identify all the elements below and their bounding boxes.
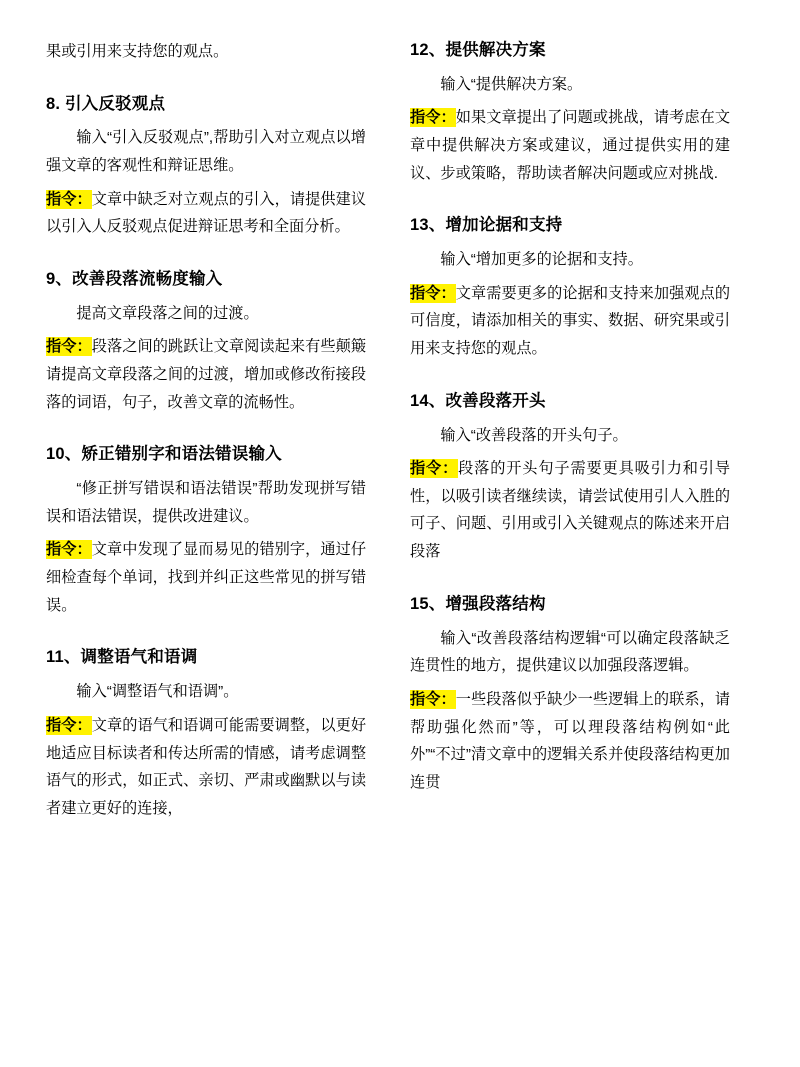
section-instruction-9 xyxy=(46,333,366,416)
instruction-text-15: 一些段落似乎缺少一些逻辑上的联系，请帮助强化然而”等，可以理段落结构例如“此外”“不过”清文章中的逻辑关系并使段落结构更加连贯 xyxy=(410,690,731,791)
section-intro-10: “修正拼写错误和语法错误”帮助发现拼写错误和语法错误，提供改进建议。 xyxy=(46,480,366,525)
section-instruction-10 xyxy=(46,536,366,619)
section-intro-15: 输入“改善段落结构逻辑“可以确定段落缺乏连贯性的地方，提供建议以加强段落逻辑。 xyxy=(410,629,730,675)
section-instruction-13 xyxy=(410,280,730,363)
instruction-label-13: 指令： xyxy=(410,284,456,302)
instruction-text-13: 文章需要更多的论据和支持来加强观点的可信度，请添加相关的事实、数据、研究果或引用来支持您的观点。 xyxy=(410,284,731,358)
section-heading-12: 12、提供解决方案 xyxy=(410,41,546,59)
section-intro-11: 输入“调整语气和语调”。 xyxy=(76,683,239,701)
section-heading-8: 8. 引入反驳观点 xyxy=(46,94,166,113)
instruction-text-10: 文章中发现了显而易见的错别字，通过仔细检查每个单词，找到并纠正这些常见的拼写错误。 xyxy=(46,541,367,614)
section-heading-15: 15、增强段落结构 xyxy=(410,594,546,613)
section-instruction-11 xyxy=(46,712,366,823)
section-heading-14: 14、改善段落开头 xyxy=(410,391,546,410)
instruction-text-9: 段落之间的跳跃让文章阅读起来有些颠簸请提高文章段落之间的过渡，增加或修改衔接段落的词语，句子，改善文章的流畅性。 xyxy=(46,338,367,411)
instruction-label-8: 指令： xyxy=(46,190,92,208)
two-column-layout xyxy=(46,38,754,1037)
left-column xyxy=(46,38,366,1037)
section-instruction-8 xyxy=(46,186,366,241)
instruction-text-11: 文章的语气和语调可能需要调整，以更好地适应目标读者和传达所需的情感，请考虑调整语气的形式，如正式、亲切、严肃或幽默以与读者建立更好的连接， xyxy=(46,716,367,817)
instruction-text-12: 如果文章提出了问题或挑战，请考虑在文章中提供解决方案或建议，通过提供实用的建议、步或策略，帮助读者解决问题或应对挑战. xyxy=(410,109,731,182)
section-instruction-15 xyxy=(410,686,730,797)
section-intro-9: 提高文章段落之间的过渡。 xyxy=(76,304,259,322)
section-intro-14: 输入“改善段落的开头句子。 xyxy=(440,426,628,444)
instruction-label-9: 指令： xyxy=(46,338,92,356)
section-intro-8: 输入“引入反驳观点”,帮助引入对立观点以增强文章的客观性和辩证思维。 xyxy=(46,129,366,175)
instruction-label-12: 指令： xyxy=(410,109,456,127)
section-instruction-14 xyxy=(410,455,730,566)
instruction-text-8: 文章中缺乏对立观点的引入，请提供建议以引入人反驳观点促进辩证思考和全面分析。 xyxy=(46,190,367,236)
section-instruction-12 xyxy=(410,104,730,187)
right-column xyxy=(410,38,730,1037)
continued-paragraph: 果或引用来支持您的观点。 xyxy=(46,43,229,60)
section-heading-13: 13、增加论据和支持 xyxy=(410,216,563,235)
section-heading-9: 9、改善段落流畅度输入 xyxy=(46,270,223,289)
section-intro-13: 输入“增加更多的论据和支持。 xyxy=(440,251,643,269)
section-heading-10: 10、矫正错别字和语法错误输入 xyxy=(46,445,282,464)
section-heading-11: 11、调整语气和语调 xyxy=(46,648,198,667)
instruction-label-14: 指令： xyxy=(410,460,459,478)
instruction-label-10: 指令： xyxy=(46,541,92,559)
instruction-text-14: 段落的开头句子需要更具吸引力和引导性，以吸引读者继续读，请尝试使用引人入胜的可子、问题、引用或引入关键观点的陈述来开启段落 xyxy=(410,460,731,561)
instruction-label-15: 指令： xyxy=(410,690,456,708)
section-intro-12: 输入“提供解决方案。 xyxy=(440,75,583,93)
instruction-label-11: 指令： xyxy=(46,716,92,734)
